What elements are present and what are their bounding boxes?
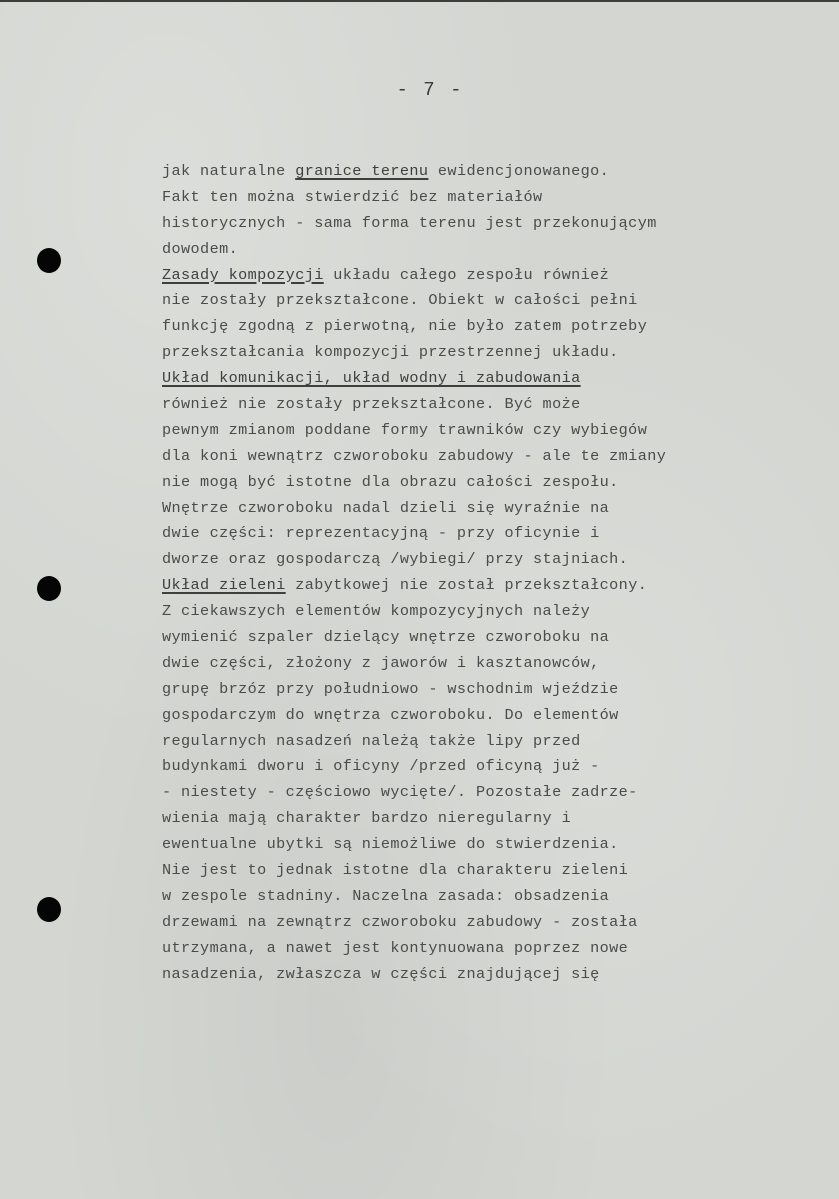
text-segment: Wnętrze czworoboku nadal dzieli się wyraźnie na <box>162 498 610 517</box>
text-line <box>162 185 762 211</box>
text-segment: Nie jest to jednak istotne dla charakteru zieleni <box>162 861 629 880</box>
text-line <box>162 884 762 910</box>
text-segment: dla koni wewnątrz czworoboku zabudowy - ale te zmiany <box>162 446 667 465</box>
text-line <box>162 237 762 263</box>
text-segment: drzewami na zewnątrz czworoboku zabudowy - została <box>162 912 638 931</box>
text-segment: jak naturalne <box>162 162 296 180</box>
text-line <box>162 340 762 366</box>
text-line <box>162 703 762 729</box>
text-line <box>162 263 762 289</box>
text-segment: wymienić szpaler dzielący wnętrze czworoboku na <box>162 628 610 647</box>
text-segment: nie mogą być istotne dla obrazu całości zespołu. <box>162 472 619 491</box>
text-line <box>162 754 762 780</box>
text-line <box>162 159 762 185</box>
text-line <box>162 599 762 625</box>
text-segment: dowodem. <box>162 239 239 258</box>
text-segment: utrzymana, a nawet jest kontynuowana poprzez nowe <box>162 938 629 957</box>
text-line <box>162 780 762 806</box>
text-line <box>162 496 762 522</box>
text-segment: regularnych nasadzeń należą także lipy przed <box>162 731 581 750</box>
punch-hole <box>37 576 61 601</box>
text-line <box>162 677 762 703</box>
text-line <box>162 444 762 470</box>
underlined-heading: Zasady kompozycji <box>162 265 324 284</box>
text-line <box>162 314 762 340</box>
text-line <box>162 573 762 599</box>
text-line <box>162 858 762 884</box>
text-segment: budynkami dworu i oficyny /przed oficyną już - <box>162 757 600 776</box>
text-line <box>162 521 762 547</box>
text-segment: dwie części, złożony z jaworów i kasztanowców, <box>162 653 600 672</box>
text-segment: dworze oraz gospodarczą /wybiegi/ przy stajniach. <box>162 550 629 569</box>
text-line <box>162 288 762 314</box>
text-segment: układu całego zespołu również <box>323 265 610 284</box>
text-line <box>162 418 762 444</box>
text-line <box>162 651 762 677</box>
body-text <box>162 159 762 988</box>
text-line <box>162 962 762 988</box>
text-line <box>162 910 762 936</box>
text-segment: nasadzenia, zwłaszcza w części znajdującej się <box>162 964 600 983</box>
text-segment: przekształcania kompozycji przestrzennej układu. <box>162 343 619 362</box>
text-segment: nie zostały przekształcone. Obiekt w całości pełni <box>162 291 638 310</box>
text-segment: gospodarczym do wnętrza czworoboku. Do elementów <box>162 705 619 724</box>
text-line <box>162 729 762 755</box>
underlined-heading: Układ zieleni <box>162 576 286 595</box>
underlined-heading: granice terenu <box>295 162 429 180</box>
text-segment: grupę brzóz przy południowo - wschodnim wjeździe <box>162 679 619 698</box>
text-segment: w zespole stadniny. Naczelna zasada: obsadzenia <box>162 886 610 905</box>
text-line <box>162 211 762 237</box>
text-segment: Z ciekawszych elementów kompozycyjnych należy <box>162 602 591 621</box>
text-segment: ewidencjonowanego. <box>428 162 610 180</box>
text-segment: również nie zostały przekształcone. Być może <box>162 395 581 414</box>
text-line <box>162 832 762 858</box>
text-segment: wienia mają charakter bardzo nieregularny i <box>162 809 572 828</box>
text-line <box>162 470 762 496</box>
text-segment: dwie części: reprezentacyjną - przy oficynie i <box>162 524 600 543</box>
text-segment: Fakt ten można stwierdzić bez materiałów <box>162 187 543 206</box>
text-line <box>162 392 762 418</box>
text-line <box>162 547 762 573</box>
underlined-heading: Układ komunikacji, układ wodny i zabudowania <box>162 369 581 388</box>
punch-hole <box>37 897 61 922</box>
text-line <box>162 366 762 392</box>
text-line <box>162 936 762 962</box>
text-segment: pewnym zmianom poddane formy trawników czy wybiegów <box>162 420 648 439</box>
text-segment: - niestety - częściowo wycięte/. Pozostałe zadrze- <box>162 783 638 802</box>
text-line <box>162 625 762 651</box>
punch-hole <box>37 248 61 273</box>
page-number: - 7 - <box>396 79 464 101</box>
text-segment: historycznych - sama forma terenu jest przekonującym <box>162 213 657 232</box>
text-segment: ewentualne ubytki są niemożliwe do stwierdzenia. <box>162 835 619 854</box>
text-segment: zabytkowej nie został przekształcony. <box>285 576 648 595</box>
text-segment: funkcję zgodną z pierwotną, nie było zatem potrzeby <box>162 317 648 336</box>
text-line <box>162 806 762 832</box>
